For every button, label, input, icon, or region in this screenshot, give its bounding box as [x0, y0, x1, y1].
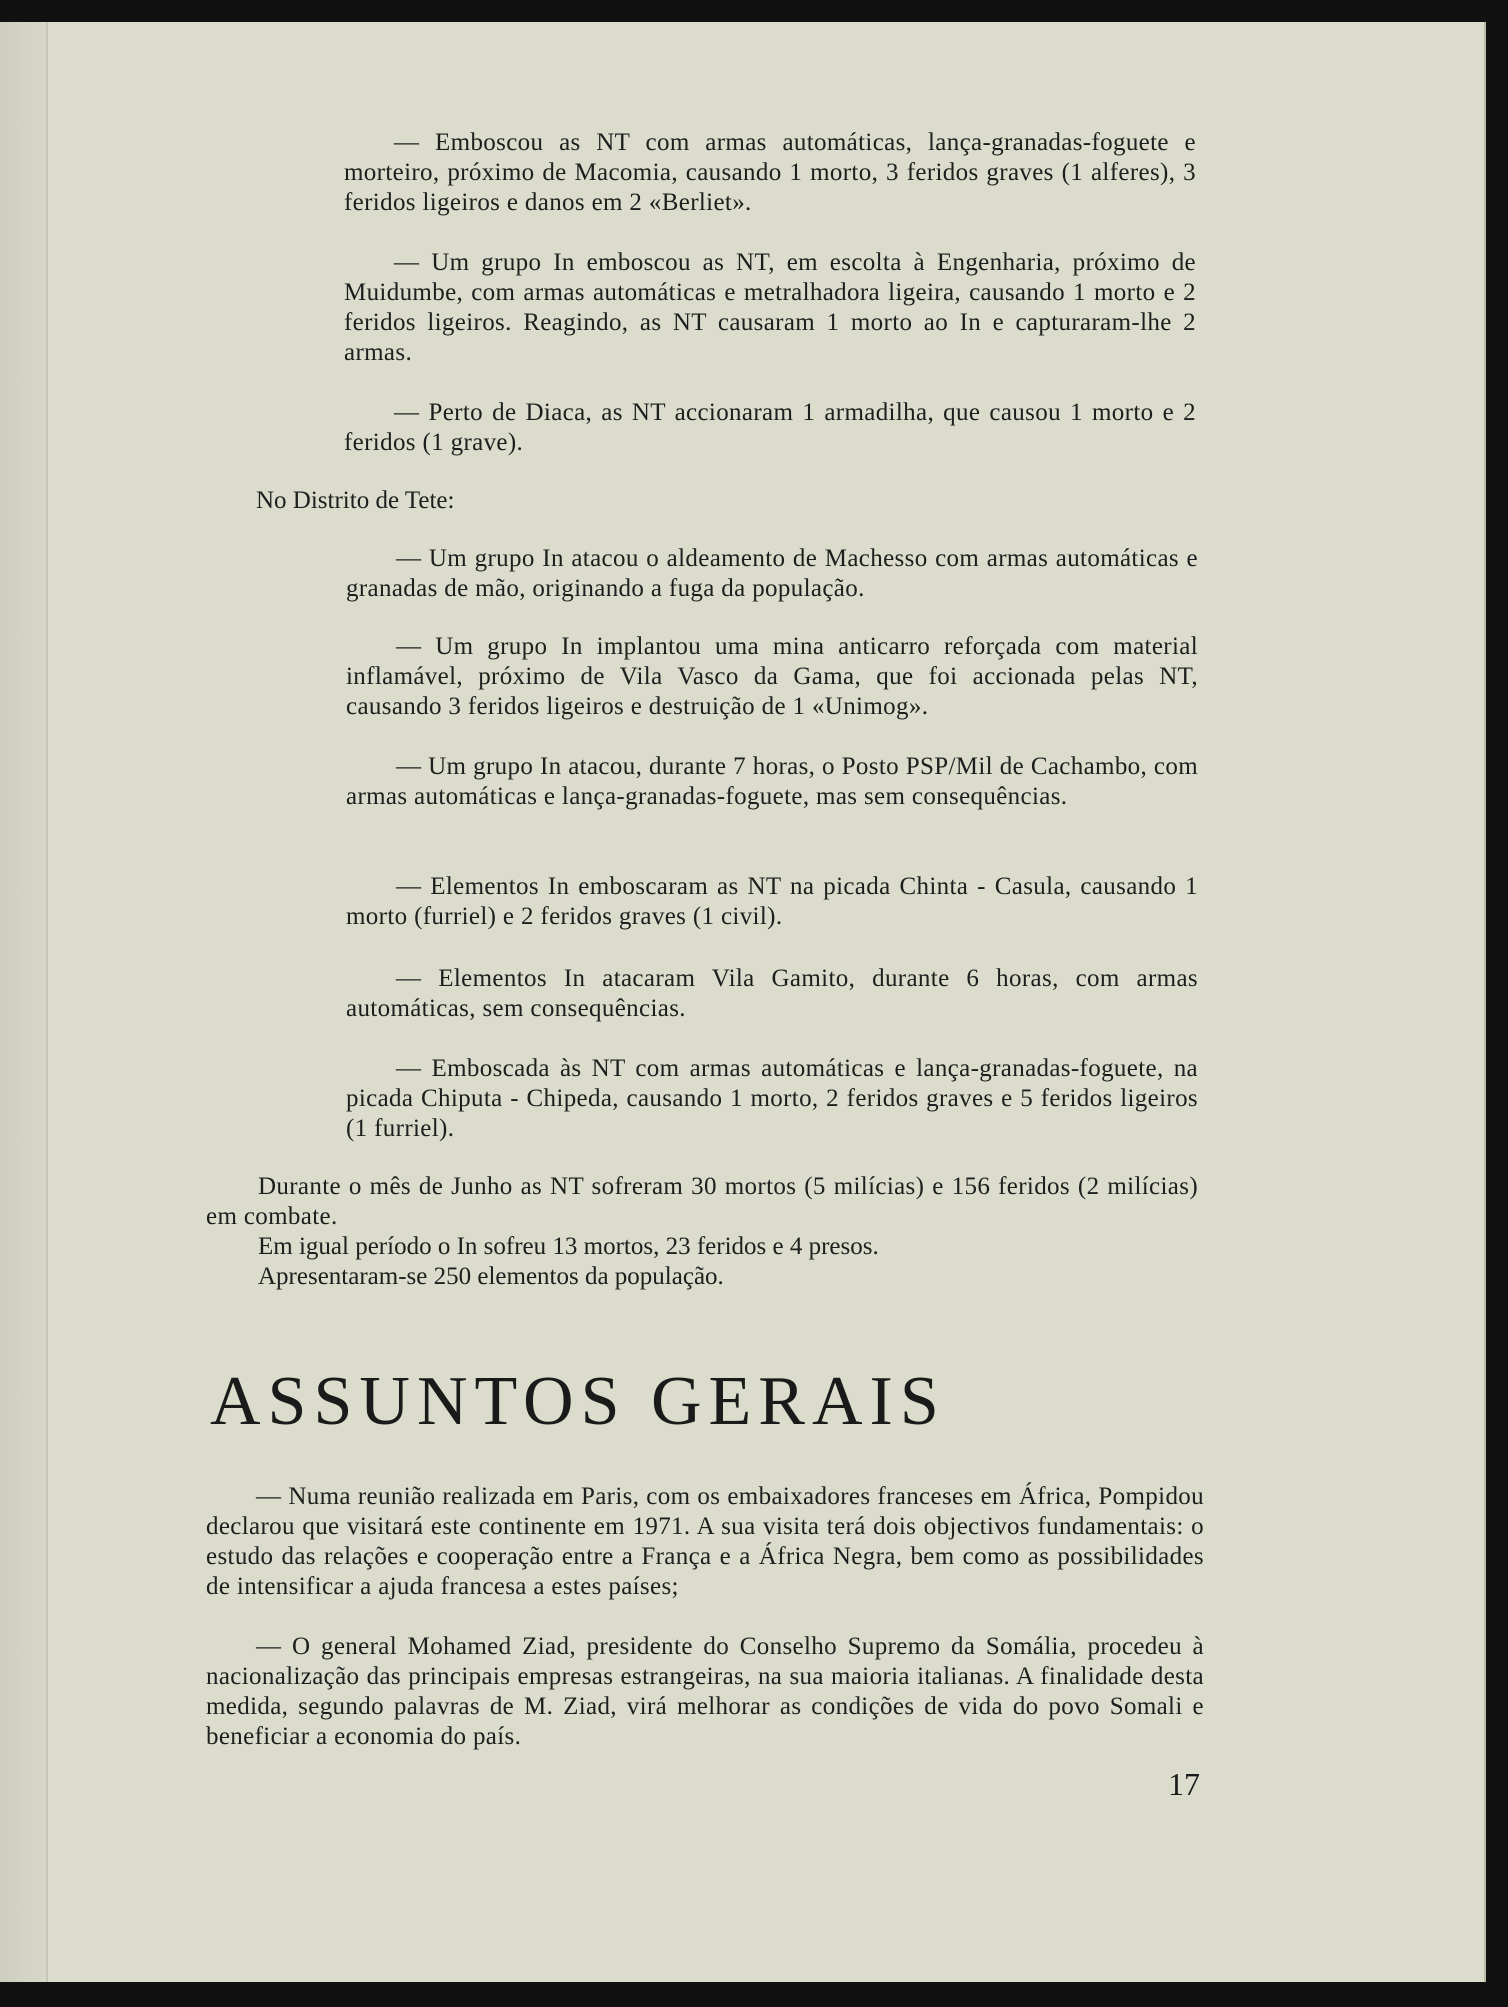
- section-heading-assuntos-gerais: ASSUNTOS GERAIS: [210, 1363, 946, 1440]
- paragraph-pompidou-africa: — Numa reunião realizada em Paris, com os embaixadores franceses em África, Pompidou declarou que visitará este continente em 1971. A sua visita terá dois objectivos fundamentais: o estudo das relações e cooperação entre a França e a África Negra, bem como as possibilidades de intensificar a ajuda francesa a estes países;: [206, 1483, 1204, 1600]
- paragraph-vila-vasco-mine: — Um grupo In implantou uma mina anticarro reforçada com material inflamável, próximo de Vila Vasco da Gama, que foi accionada pelas NT, causando 3 feridos ligeiros e destruição de 1 «Unimog».: [346, 633, 1198, 720]
- page-number: 17: [1168, 1766, 1200, 1802]
- page-gutter-line: [46, 22, 48, 1982]
- paragraph-vila-gamito-attack: — Elementos In atacaram Vila Gamito, durante 6 horas, com armas automáticas, sem consequências.: [346, 965, 1198, 1022]
- paragraph-somalia-nationalization: — O general Mohamed Ziad, presidente do Conselho Supremo da Somália, procedeu à nacionalização das principais empresas estrangeiras, na sua maioria italianas. A finalidade desta medida, segundo palavras de M. Ziad, virá melhorar as condições de vida do povo Somali e beneficiar a economia do país.: [206, 1633, 1204, 1750]
- paragraph-machesso-attack: — Um grupo In atacou o aldeamento de Machesso com armas automáticas e granadas de mão, originando a fuga da população.: [346, 545, 1198, 602]
- paragraph-population-surrendered: Apresentaram-se 250 elementos da população.: [258, 1263, 724, 1290]
- paragraph-chiputa-chipeda-ambush: — Emboscada às NT com armas automáticas e lança-granadas-foguete, na picada Chiputa - Chipeda, causando 1 morto, 2 feridos graves e 5 feridos ligeiros (1 furriel).: [346, 1055, 1198, 1142]
- paragraph-diaca-trap: — Perto de Diaca, as NT accionaram 1 armadilha, que causou 1 morto e 2 feridos (1 grave).: [344, 399, 1196, 456]
- paragraph-enemy-casualties: Em igual período o In sofreu 13 mortos, 23 feridos e 4 presos.: [258, 1233, 879, 1260]
- paragraph-cachambo-attack: — Um grupo In atacou, durante 7 horas, o Posto PSP/Mil de Cachambo, com armas automáticas e lança-granadas-foguete, mas sem consequências.: [346, 753, 1198, 810]
- document-page: [0, 22, 1486, 1982]
- paragraph-muidumbe-ambush: — Um grupo In emboscou as NT, em escolta à Engenharia, próximo de Muidumbe, com armas automáticas e metralhadora ligeira, causando 1 morto e 2 feridos ligeiros. Reagindo, as NT causaram 1 morto ao In e capturaram-lhe 2 armas.: [344, 249, 1196, 366]
- paragraph-june-casualties: Durante o mês de Junho as NT sofreram 30 mortos (5 milícias) e 156 feridos (2 milícias) em combate.: [206, 1173, 1198, 1230]
- page-gutter-shade: [0, 22, 46, 1982]
- paragraph-chinta-casula-ambush: — Elementos In emboscaram as NT na picada Chinta - Casula, causando 1 morto (furriel) e 2 feridos graves (1 civil).: [346, 873, 1198, 930]
- district-heading-tete: No Distrito de Tete:: [256, 487, 455, 514]
- paragraph-macomia-ambush: — Emboscou as NT com armas automáticas, lança-granadas-foguete e morteiro, próximo de Macomia, causando 1 morto, 3 feridos graves (1 alferes), 3 feridos ligeiros e danos em 2 «Berliet».: [344, 129, 1196, 216]
